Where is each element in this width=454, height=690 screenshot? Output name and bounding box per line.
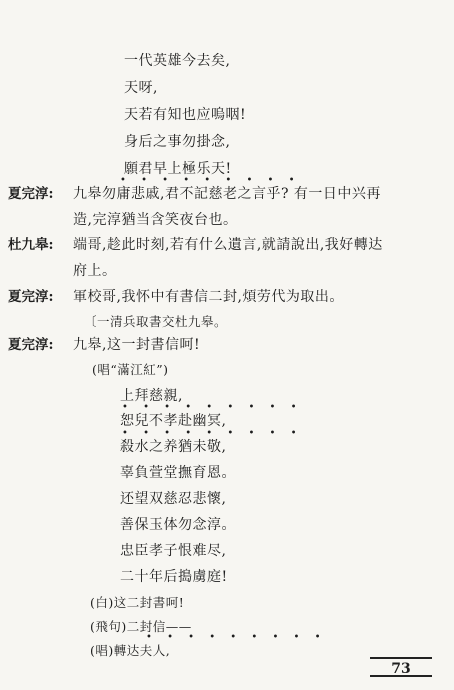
verse-line: 身后之事勿掛念, — [124, 134, 231, 150]
verse-line: 一代英雄今去矣, — [124, 53, 231, 69]
emphasis-dots: • • • • • • • • • — [122, 402, 303, 413]
emphasis-dots: • • • • • • • • • — [146, 632, 327, 643]
speech-line: 軍校哥,我怀中有書信二封,煩劳代为取出。 — [73, 289, 344, 305]
emphasis-dots: • • • • • • • • • — [120, 175, 301, 186]
spoken-line: (白)这二封書呵! — [90, 595, 185, 610]
verse-line: 忠臣孝子恨难尽, — [120, 543, 227, 559]
verse-line: 天若有知也应嗚咽! — [124, 107, 247, 123]
verse-line: 上拜慈親, — [120, 388, 183, 404]
speaker-label: 夏完淳: — [8, 186, 54, 202]
page-number: 73 — [370, 657, 432, 677]
verse-line: 願君早上極乐天! — [124, 161, 232, 177]
speech-line: 九皋,这一封書信呵! — [73, 337, 201, 353]
spoken-line: (唱)轉达夫人, — [90, 643, 171, 658]
stage-direction: 〔一清兵取書交杜九皋。 — [84, 314, 228, 329]
verse-line: 恕兒不孝赴幽冥, — [120, 413, 227, 429]
speech-line: 造,完淳猶当含笑夜台也。 — [73, 212, 238, 228]
speech-line: 端哥,趁此时刻,若有什么遺言,就請說出,我好轉达 — [73, 237, 383, 253]
speech-line: 九皋勿庸悲戚,君不記慈老之言乎? 有一日中兴再 — [73, 186, 381, 202]
verse-line: 殺水之养猶未敬, — [120, 439, 227, 455]
verse-line: 善保玉体勿念淳。 — [120, 517, 236, 533]
verse-line: 二十年后搗虜庭! — [120, 569, 228, 585]
spoken-line: (飛句)二封信—— — [90, 619, 192, 634]
speaker-label: 夏完淳: — [8, 337, 54, 353]
speaker-label: 夏完淳: — [8, 289, 54, 305]
sing-cue: (唱“滿江紅”) — [92, 362, 169, 377]
verse-line: 还望双慈忍悲懷, — [120, 491, 227, 507]
verse-line: 天呀, — [124, 80, 158, 96]
emphasis-dots: • • • • • • • • • — [122, 428, 303, 439]
speech-line: 府上。 — [73, 263, 117, 279]
speaker-label: 杜九皋: — [8, 237, 54, 253]
verse-line: 辜負萱堂撫育恩。 — [120, 465, 236, 481]
